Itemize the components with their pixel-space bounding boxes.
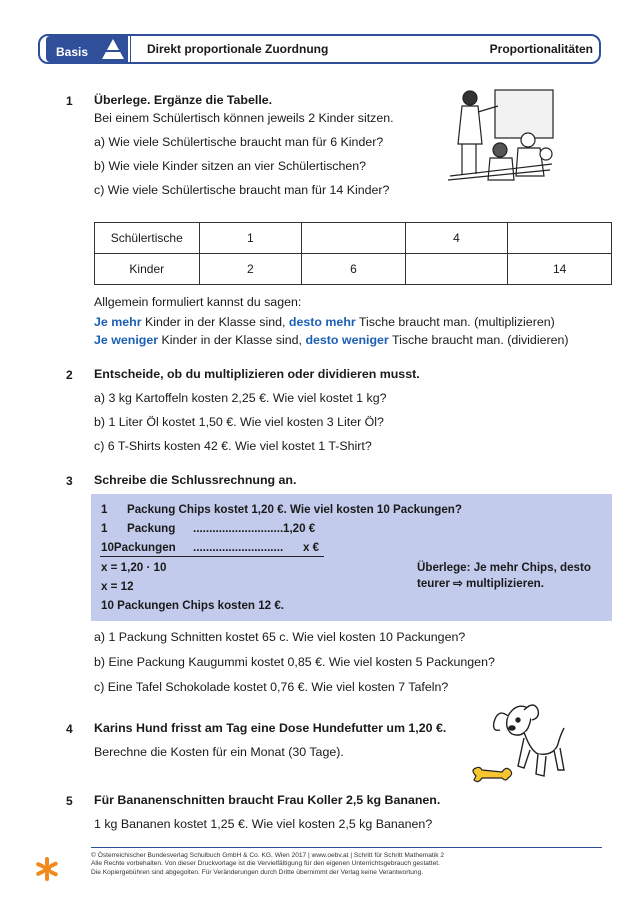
basis-label: Basis [56, 45, 89, 59]
task-heading: Überlege. Ergänze die Tabelle. [94, 93, 273, 107]
table-cell: 14 [508, 254, 612, 285]
example-box [91, 494, 612, 621]
task-text: 1 kg Bananen kostet 1,25 €. Wie viel kosten 2,5 kg Bananen? [94, 817, 433, 831]
task-heading: Karins Hund frisst am Tag eine Dose Hundefutter um 1,20 €. [94, 721, 447, 735]
table-cell[interactable] [405, 254, 508, 285]
example-divider [100, 556, 324, 557]
task-number: 3 [66, 474, 73, 488]
table-row-label: Schülertische [95, 223, 200, 254]
task-text: Berechne die Kosten für ein Monat (30 Tage). [94, 745, 344, 759]
table-row [95, 223, 612, 254]
general-statement: Allgemein formuliert kannst du sagen: [94, 295, 302, 309]
task-heading: Entscheide, ob du multiplizieren oder dividieren musst. [94, 367, 420, 381]
header-divider [130, 36, 131, 62]
copyright-notice [91, 852, 444, 877]
example-dots: ............................ [193, 522, 284, 535]
rule-je: Je mehr [94, 315, 142, 329]
rule-less [94, 332, 569, 348]
rule-desto: desto mehr [288, 315, 356, 329]
rule-more [94, 314, 555, 330]
dog-illustration [468, 698, 568, 788]
task-number: 4 [66, 722, 73, 736]
footer-divider [91, 847, 602, 848]
table-cell[interactable] [302, 223, 406, 254]
rule-je: Je weniger [94, 333, 159, 347]
table-cell: 1 [199, 223, 302, 254]
question-c: c) Eine Tafel Schokolade kostet 0,76 €. Wie viel kosten 7 Tafeln? [94, 680, 449, 694]
example-line-number: 1 [101, 522, 108, 535]
question-a: a) Wie viele Schülertische braucht man für 6 Kinder? [94, 135, 384, 149]
footer-line: Alle Rechte vorbehalten. Von dieser Druckvorlage ist die Vervielfältigung für den eigenen Unterrichtsgebrauch gestattet. [91, 860, 440, 868]
task-intro: Bei einem Schülertisch können jeweils 2 Kinder sitzen. [94, 111, 394, 125]
rule-end: Tische braucht man. (multiplizieren) [355, 315, 555, 329]
example-unit: Packung [127, 522, 176, 535]
task-number: 5 [66, 794, 73, 808]
rule-mid: Kinder in der Klasse sind, [158, 333, 306, 347]
footer-line: © Österreichischer Bundesverlag Schulbuch GmbH & Co. KG, Wien 2017 | www.oebv.at | Schritt für Schritt Mathematik 2 [91, 852, 445, 859]
question-b: b) 1 Liter Öl kostet 1,50 €. Wie viel kosten 3 Liter Öl? [94, 415, 384, 429]
example-calc: x = 1,20 · 10 [101, 561, 167, 574]
rule-mid: Kinder in der Klasse sind, [141, 315, 289, 329]
question-b: b) Wie viele Kinder sitzen an vier Schülertischen? [94, 159, 367, 173]
question-b: b) Eine Packung Kaugummi kostet 0,85 €. Wie viel kosten 5 Packungen? [94, 655, 495, 669]
table-row [95, 254, 612, 285]
classroom-illustration [440, 84, 560, 194]
example-calc: x = 12 [101, 580, 134, 593]
example-value: 1,20 € [283, 522, 316, 535]
topic-title: Proportionalitäten [489, 42, 593, 56]
example-hint: Überlege: Je mehr Chips, desto [417, 561, 591, 574]
table-cell[interactable] [508, 223, 612, 254]
table-cell: 2 [199, 254, 302, 285]
example-statement: Packung Chips kostet 1,20 €. Wie viel kosten 10 Packungen? [127, 503, 462, 516]
publisher-logo-icon [34, 855, 60, 883]
example-value: x € [303, 541, 320, 554]
task-table [94, 222, 612, 285]
example-line-number: 1 [101, 503, 108, 516]
question-c: c) Wie viele Schülertische braucht man für 14 Kinder? [94, 183, 390, 197]
rule-desto: desto weniger [305, 333, 389, 347]
worksheet-title: Direkt proportionale Zuordnung [147, 42, 329, 56]
example-hint: teurer ⇨ multiplizieren. [417, 577, 544, 590]
triangle-level-icon [100, 37, 126, 61]
question-a: a) 3 kg Kartoffeln kosten 2,25 €. Wie viel kostet 1 kg? [94, 391, 387, 405]
bone-icon [473, 767, 512, 781]
question-a: a) 1 Packung Schnitten kostet 65 c. Wie viel kosten 10 Packungen? [94, 630, 466, 644]
task-number: 1 [66, 94, 73, 108]
task-number: 2 [66, 368, 73, 382]
footer-line: Die Kopiergebühren sind abgegolten. Für Veränderungen durch Dritte übernimmt der Verlag keine Verantwortung. [91, 868, 424, 876]
table-cell: 4 [405, 223, 508, 254]
example-dots: ............................ [193, 541, 284, 554]
table-row-label: Kinder [95, 254, 200, 285]
table-cell: 6 [302, 254, 406, 285]
task-heading: Für Bananenschnitten braucht Frau Koller 2,5 kg Bananen. [94, 793, 441, 807]
example-unit: 10Packungen [101, 541, 176, 554]
question-c: c) 6 T-Shirts kosten 42 €. Wie viel kostet 1 T-Shirt? [94, 439, 372, 453]
example-answer: 10 Packungen Chips kosten 12 €. [101, 599, 284, 612]
task-heading: Schreibe die Schlussrechnung an. [94, 473, 297, 487]
rule-end: Tische braucht man. (dividieren) [388, 333, 569, 347]
